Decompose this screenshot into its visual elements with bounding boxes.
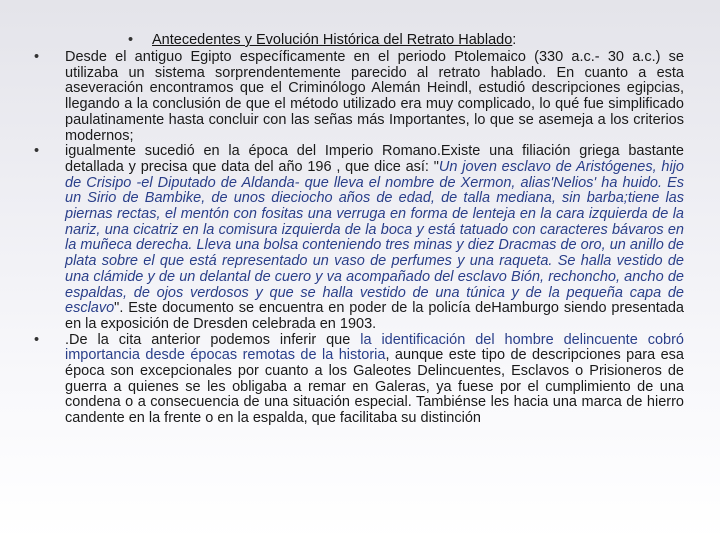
list-item-egypt xyxy=(24,50,684,144)
egypt-text: Desde el antiguo Egipto específicamente en el periodo Ptolemaico (330 a.c.- 30 a.c.) se utilizaba un sistema sorprendentemente parecido al retrato hablado. En cuanto a esta aseveración encontramos que el Criminólogo Alemán Heindl, estudió descripciones egipcias, llegando a la conclusión de que el método utilizado era muy complicado, lo qué fue simplificado paulatinamente hasta concluir con las señas más Importantes, lo que se asemeja a los criterios modernos; xyxy=(65,49,684,144)
list-bullet: • xyxy=(34,49,40,65)
title-bullet: • xyxy=(128,32,134,48)
rome-intro: igualmente sucedió en la época del Imperio Romano.Existe una filiación griega bastante detallada y precisa que data del año 196 , que dice así: " xyxy=(65,143,684,175)
slide-title xyxy=(128,32,688,48)
list-item-rome xyxy=(24,144,684,332)
inference-intro: .De la cita anterior podemos inferir que xyxy=(65,331,361,348)
list-bullet: • xyxy=(34,331,40,348)
rome-outro: ". Este documento se encuentra en poder de la policía deHamburgo siendo presentada en la exposición de Dresden celebrada en 1903. xyxy=(65,300,684,332)
list-item-inference xyxy=(24,333,684,427)
greek-filiation-quote: Un joven esclavo de Aristógenes, hijo de Crisipo -el Diputado de Aldanda- que lleva el nombre de Xermon, alias'Nelios' ha huido. Es un Sirio de Bambike, de unos dieciocho años de edad, de talla mediana, sin barba;tiene las piernas rectas, el mentón con fositas una verruga en forma de lenteja en la cara izquierda de la nariz, una cicatriz en la comisura izquierda de la boca y está tatuado con caracteres bávaros en la muñeca derecha. Lleva una bolsa conteniendo tres minas y diez Dracmas de oro, un anillo de plata sobre el que está representado un vaso de perfumes y una raqueta. Se halla vestido de una clámide y de un delantal de cuero y va acompañado del esclavo Bión, rechoncho, ancho de espaldas, de ojos verdosos y que se halla vestido de una túnica y de la pequeña capa de esclavo xyxy=(65,158,684,317)
bullet-list xyxy=(24,50,684,427)
inference-highlight: la identificación del hombre delincuente cobró importancia desde épocas remotas de la historia xyxy=(65,331,684,364)
list-bullet: • xyxy=(34,143,40,160)
title-colon: : xyxy=(512,32,517,48)
title-text[interactable]: Antecedentes y Evolución Histórica del Retrato Hablado xyxy=(152,32,513,48)
inference-outro: , aunque este tipo de descripciones para esa época son excepcionales por cuanto a los Galeotes Delincuentes, Esclavos o Prisioneros de guerra a quienes se les obligaba a remar en Galeras, ya fuese por el cumplimiento de una condena o a consecuencia de una situación especial. Tambiénse les hacia una marca de hierro candente en la frente o en la espalda, que facilitaba su distinción xyxy=(65,347,684,427)
